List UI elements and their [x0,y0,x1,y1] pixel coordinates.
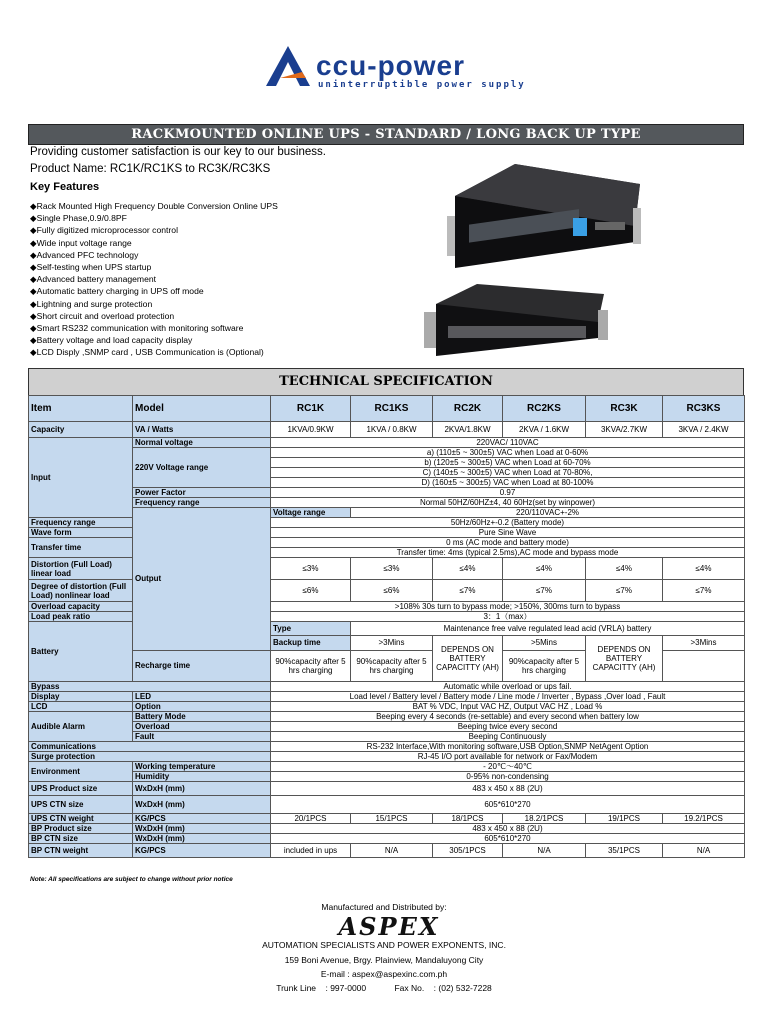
cell: RS-232 Interface,With monitoring software,USB Option,SNMP NetAgent Option [271,742,745,752]
product-name-line: Product Name: RC1K/RC1KS to RC3K/RC3KS [30,163,271,175]
item-communications: Communications [29,742,271,752]
item-lcd: LCD [29,702,133,712]
item-output: Output [133,508,271,651]
feature-item: ◆Advanced battery management [30,274,157,285]
feature-item: ◆Single Phase,0.9/0.8PF [30,213,127,224]
header-model-rc2k: RC2K [433,396,503,422]
key-features-title: Key Features [30,181,100,193]
label-wxdxh: WxDxH (mm) [133,796,271,814]
item-capacity: Capacity [29,422,133,438]
feature-item: ◆Advanced PFC technology [30,249,139,260]
product-banner: RACKMOUNTED ONLINE UPS - STANDARD / LONG BACK UP TYPE [28,124,744,145]
features-list [30,200,278,358]
cell: 18/1PCS [433,814,503,824]
feature-item: ◆Battery voltage and load capacity display [30,335,193,346]
table-row [29,448,745,458]
label-wxdxh: WxDxH (mm) [133,782,271,796]
cell: N/A [503,844,586,858]
cell: Pure Sine Wave [271,528,745,538]
label-overload: Overload [133,722,271,732]
label-kg-pcs: KG/PCS [133,814,271,824]
feature-item: ◆Short circuit and overload protection [30,310,175,321]
label-wxdxh: WxDxH (mm) [133,824,271,834]
label-normal-voltage: Normal voltage [133,438,271,448]
cell: ≤6% [271,580,351,602]
cell: 605*610*270 [271,796,745,814]
logo-tagline: uninterruptible power supply [318,80,526,90]
cell: N/A [351,844,433,858]
cell: 305/1PCS [433,844,503,858]
label-kg-pcs: KG/PCS [133,844,271,858]
feature-item: ◆Smart RS232 communication with monitoring software [30,322,244,333]
logo-wordmark: ccu-power [316,50,466,81]
cell: ≤7% [433,580,503,602]
label-recharge-time: Recharge time [133,650,271,681]
cell: 35/1PCS [586,844,663,858]
cell: Load level / Battery level / Battery mode / Line mode / Inverter , Bypass ,Over load , Fault [271,692,745,702]
table-row [29,438,745,448]
label-option: Option [133,702,271,712]
item-ups-ctn-size: UPS CTN size [29,796,133,814]
cell: 19/1PCS [586,814,663,824]
feature-item: ◆Automatic battery charging in UPS off mode [30,286,204,297]
cell: 18.2/1PCS [503,814,586,824]
table-row [29,844,745,858]
cell: 3：1（max） [271,612,745,622]
cell: 2KVA / 1.6KW [503,422,586,438]
header-item: Item [29,396,133,422]
table-row [29,762,745,772]
label-distortion-nonlinear: Degree of distortion (Full Load) nonlinear load [29,580,133,602]
item-battery: Battery [29,622,133,682]
cell: BAT % VDC, Input VAC HZ, Output VAC HZ , Load % [271,702,745,712]
table-row [29,824,745,834]
aspex-logo-text: ASPEX [338,912,440,941]
feature-item: ◆Self-testing when UPS startup [30,261,152,272]
cell: Beeping Continuously [271,732,745,742]
label-wave-form: Wave form [29,528,133,538]
table-row [29,422,745,438]
table-row [29,834,745,844]
feature-item: ◆Lightning and surge protection [30,298,153,309]
table-row [29,782,745,796]
cell: 20/1PCS [271,814,351,824]
table-row [29,814,745,824]
label-type: Type [271,622,351,636]
cell: D) (160±5 ~ 300±5) VAC when Load at 80-100% [271,478,745,488]
cell: 0-95% non-condensing [271,772,745,782]
cell: C) (140±5 ~ 300±5) VAC when Load at 70-80%, [271,468,745,478]
aspex-logo [328,912,450,941]
table-row [29,796,745,814]
intro-line-1: Providing customer satisfaction is our key to our business. [30,146,326,158]
label-va-watts: VA / Watts [133,422,271,438]
label-fault: Fault [133,732,271,742]
label-voltage-range: 220V Voltage range [133,448,271,488]
manufactured-by: Manufactured and Distributed by: [321,902,447,912]
label-voltage-range: Voltage range [271,508,351,518]
item-audible-alarm: Audible Alarm [29,712,133,742]
cell: 483 x 450 x 88 (2U) [271,824,745,834]
cell: >108% 30s turn to bypass mode; >150%, 300ms turn to bypass [271,602,745,612]
item-environment: Environment [29,762,133,782]
label-wxdxh: WxDxH (mm) [133,834,271,844]
item-ups-ctn-weight: UPS CTN weight [29,814,133,824]
cell: 605*610*270 [271,834,745,844]
cell: >3Mins [663,636,745,651]
header-model-rc1ks: RC1KS [351,396,433,422]
feature-item: ◆Fully digitized microprocessor control [30,225,178,236]
company-name: AUTOMATION SPECIALISTS AND POWER EXPONENTS, INC. [262,940,506,950]
label-humidity: Humidity [133,772,271,782]
cell: 0 ms (AC mode and battery mode) [271,538,745,548]
cell-depends-rc1ks: DEPENDS ON BATTERY CAPACITTY (AH) [433,636,503,682]
header-model: Model [133,396,271,422]
cell: 0.97 [271,488,745,498]
ups-photo-front [445,156,643,268]
label-frequency-range: Frequency range [29,518,133,528]
item-input: Input [29,438,133,518]
cell: >3Mins [351,636,433,651]
label-working-temperature: Working temperature [133,762,271,772]
table-row [29,682,745,692]
table-row [29,732,745,742]
label-power-factor: Power Factor [133,488,271,498]
table-row [29,692,745,702]
cell: 483 x 450 x 88 (2U) [271,782,745,796]
cell: b) (120±5 ~ 300±5) VAC when Load at 60-70% [271,458,745,468]
table-row [29,702,745,712]
cell: 220/110VAC+-2% [351,508,745,518]
item-bp-ctn-weight: BP CTN weight [29,844,133,858]
cell: 220VAC/ 110VAC [271,438,745,448]
cell: ≤4% [663,558,745,580]
cell: N/A [663,844,745,858]
cell: Beeping every 4 seconds (re-settable) and every second when battery low [271,712,745,722]
spec-note: Note: All specifications are subject to change without prior notice [30,876,233,883]
label-transfer-time: Transfer time [29,538,133,558]
item-bypass: Bypass [29,682,271,692]
cell: ≤3% [351,558,433,580]
label-load-peak-ratio: Load peak ratio [29,612,133,622]
table-row [29,488,745,498]
cell: ≤4% [433,558,503,580]
cell: 19.2/1PCS [663,814,745,824]
cell: 90%capacity after 5 hrs charging [271,650,351,681]
cell: 2KVA/1.8KW [433,422,503,438]
cell: included in ups [271,844,351,858]
header-model-rc2ks: RC2KS [503,396,586,422]
technical-specification-title: TECHNICAL SPECIFICATION [28,368,744,396]
cell: 3KVA/2.7KW [586,422,663,438]
table-row [29,712,745,722]
cell: 90%capacity after 5 hrs charging [503,650,586,681]
table-row [29,508,745,518]
cell: ≤3% [271,558,351,580]
header-model-rc3ks: RC3KS [663,396,745,422]
cell: 1KVA/0.9KW [271,422,351,438]
cell: 3KVA / 2.4KW [663,422,745,438]
cell: Maintenance free valve regulated lead acid (VRLA) battery [351,622,745,636]
item-bp-ctn-size: BP CTN size [29,834,133,844]
feature-item: ◆Wide input voltage range [30,237,132,248]
company-phones: Trunk Line : 997-0000 Fax No. : (02) 532-7228 [276,983,492,993]
label-overload-capacity: Overload capacity [29,602,133,612]
label-distortion-linear: Distortion (Full Load) linear load [29,558,133,580]
cell: ≤7% [503,580,586,602]
cell: ≤7% [586,580,663,602]
cell: 90%capacity after 5 hrs charging [351,650,433,681]
cell: 1KVA / 0.8KW [351,422,433,438]
cell: RJ-45 I/O port available for network or Fax/Modem [271,752,745,762]
cell: Transfer time: 4ms (typical 2.5ms),AC mode and bypass mode [271,548,745,558]
feature-item: ◆Rack Mounted High Frequency Double Conversion Online UPS [30,201,278,211]
cell: Automatic while overload or ups fail. [271,682,745,692]
item-bp-product-size: BP Product size [29,824,133,834]
cell: ≤4% [503,558,586,580]
cell: ≤7% [663,580,745,602]
cell: a) (110±5 ~ 300±5) VAC when Load at 0-60% [271,448,745,458]
cell: Beeping twice every second [271,722,745,732]
label-frequency-range: Frequency range [133,498,271,508]
accu-power-a-icon [262,44,316,88]
cell: - 20℃～40℃ [271,762,745,772]
cell-depends-rc2ks: DEPENDS ON BATTERY CAPACITTY (AH) [586,636,663,682]
label-led: LED [133,692,271,702]
cell: 50Hz/60Hz+-0.2 (Battery mode) [271,518,745,528]
item-display: Display [29,692,133,702]
company-address: 159 Boni Avenue, Brgy. Plainview, Mandaluyong City [284,955,484,965]
table-row [29,752,745,762]
cell: >5Mins [503,636,586,651]
cell: ≤6% [351,580,433,602]
cell: ≤4% [586,558,663,580]
spec-table [28,395,745,858]
item-ups-product-size: UPS Product size [29,782,133,796]
cell: Normal 50HZ/60HZ±4, 40 60Hz(set by winpower) [271,498,745,508]
label-battery-mode: Battery Mode [133,712,271,722]
ups-photo-angled [422,282,612,358]
accu-power-logo [262,44,526,94]
header-model-rc1k: RC1K [271,396,351,422]
table-row [29,498,745,508]
cell: 15/1PCS [351,814,433,824]
company-email: E-mail : aspex@aspexinc.com.ph [320,969,448,979]
table-row [29,772,745,782]
header-model-rc3k: RC3K [586,396,663,422]
table-row [29,722,745,732]
table-row [29,742,745,752]
item-surge-protection: Surge protection [29,752,271,762]
label-backup-time: Backup time [271,636,351,651]
table-header-row [29,396,745,422]
feature-item: ◆LCD Disply ,SNMP card , USB Communication is (Optional) [30,347,264,358]
